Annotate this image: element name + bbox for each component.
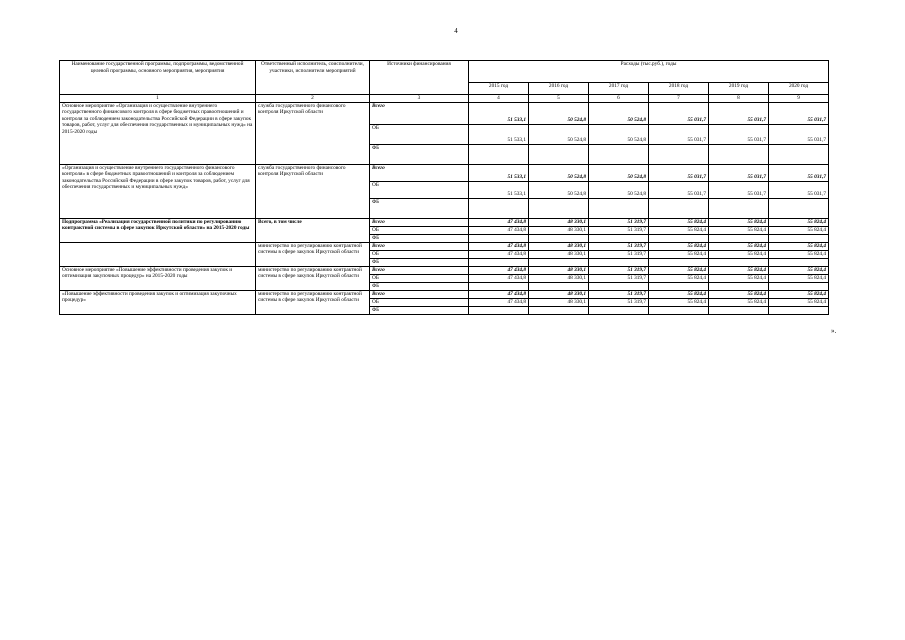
value-cell: 51 319,7 [589,242,649,250]
value-cell: 55 824,4 [769,226,829,234]
value-cell [649,198,709,218]
value-cell [649,282,709,290]
source-label: ФБ [370,282,469,290]
value-cell: 55 824,4 [649,266,709,274]
value-cell: 55 031,7 [769,164,829,181]
header-year: 2017 год [589,83,649,95]
value-cell: 55 824,4 [769,218,829,226]
value-cell: 55 824,4 [649,242,709,250]
header-year: 2020 год [769,83,829,95]
source-label: Всего [370,164,469,181]
table-row [60,164,829,181]
row-executor: служба государственного финансового контроля Иркутской области [256,164,370,218]
value-cell: 50 524,8 [529,164,589,181]
header-source: Источники финансирования [370,61,469,95]
value-cell: 47 434,8 [469,298,529,306]
row-executor: министерство по регулированию контрактной системы в сфере закупок Иркутской области [256,266,370,290]
row-executor: министерство по регулированию контрактной системы в сфере закупок Иркутской области [256,290,370,314]
value-cell [769,144,829,164]
value-cell: 55 031,7 [769,181,829,198]
header-executor: Ответственный исполнитель, соисполнители, участники, исполнители мероприятий [256,61,370,95]
value-cell [709,234,769,242]
value-cell: 47 434,8 [469,218,529,226]
value-cell: 47 434,8 [469,274,529,282]
column-number: 8 [709,95,769,103]
header-row [60,61,829,83]
value-cell: 47 434,8 [469,242,529,250]
value-cell: 55 031,7 [709,164,769,181]
value-cell [529,306,589,314]
value-cell: 55 031,7 [769,102,829,124]
value-cell: 55 824,4 [709,290,769,298]
value-cell: 48 330,1 [529,298,589,306]
value-cell: 55 824,4 [649,290,709,298]
value-cell: 50 524,8 [589,181,649,198]
value-cell: 55 031,7 [649,124,709,144]
value-cell [769,306,829,314]
value-cell: 47 434,8 [469,250,529,258]
value-cell: 48 330,1 [529,242,589,250]
value-cell: 55 031,7 [709,102,769,124]
value-cell: 51 319,7 [589,250,649,258]
value-cell [469,144,529,164]
source-label: Всего [370,218,469,226]
source-label: ОБ [370,274,469,282]
source-label: ФБ [370,306,469,314]
value-cell [469,258,529,266]
column-number: 6 [589,95,649,103]
value-cell [589,282,649,290]
value-cell: 51 319,7 [589,226,649,234]
value-cell: 55 824,4 [769,250,829,258]
header-name: Наименование государственной программы, подпрограммы, ведомственной целевой программы, основного мероприятия, мероприятия [60,61,256,95]
value-cell [529,144,589,164]
source-label: ФБ [370,234,469,242]
header-expenses: Расходы (тыс.руб.), годы [469,61,829,83]
value-cell: 55 824,4 [649,250,709,258]
value-cell: 50 524,8 [529,102,589,124]
value-cell [469,198,529,218]
value-cell [529,198,589,218]
value-cell: 48 330,1 [529,266,589,274]
value-cell: 47 434,8 [469,290,529,298]
value-cell [709,258,769,266]
value-cell: 55 031,7 [769,124,829,144]
value-cell: 51 533,1 [469,124,529,144]
column-number: 7 [649,95,709,103]
value-cell: 55 031,7 [709,124,769,144]
source-label: Всего [370,266,469,274]
row-name: Подпрограмма «Реализация государственной политики по регулированию контрактной системы в сфере закупок Иркутской области» на 2015-2020 годы [60,218,256,242]
header-year: 2019 год [709,83,769,95]
row-executor: служба государственного финансового контроля Иркутской области [256,102,370,164]
source-label: ОБ [370,250,469,258]
header-year: 2018 год [649,83,709,95]
value-cell: 55 824,4 [709,218,769,226]
source-label: ОБ [370,181,469,198]
value-cell: 48 330,1 [529,250,589,258]
value-cell [469,234,529,242]
value-cell: 51 319,7 [589,218,649,226]
value-cell: 51 319,7 [589,290,649,298]
value-cell: 55 031,7 [649,102,709,124]
value-cell [769,198,829,218]
value-cell: 50 524,8 [589,164,649,181]
value-cell: 55 824,4 [709,266,769,274]
value-cell: 51 533,1 [469,164,529,181]
value-cell: 55 824,4 [709,250,769,258]
value-cell: 55 031,7 [649,181,709,198]
value-cell: 50 524,8 [529,124,589,144]
value-cell [529,234,589,242]
value-cell: 47 434,8 [469,266,529,274]
value-cell: 55 824,4 [709,242,769,250]
closing-quote-mark: ». [831,327,837,335]
source-label: ОБ [370,124,469,144]
source-label: Всего [370,242,469,250]
row-name: «Организация и осуществление внутреннего государственного финансового контроля» в сфере бюджетных правоотношений и контроля за соблюдением законодательства Российской Федерации в сфере закупок товаров, работ, услуг для обеспечения государственных и муниципальных нужд» [60,164,256,218]
value-cell [709,144,769,164]
value-cell [589,234,649,242]
row-executor: Всего, в том числе [256,218,370,242]
source-label: ФБ [370,198,469,218]
value-cell: 47 434,8 [469,226,529,234]
budget-table [59,60,829,315]
value-cell: 51 319,7 [589,298,649,306]
column-number: 4 [469,95,529,103]
source-label: Всего [370,102,469,124]
column-number: 2 [256,95,370,103]
value-cell: 55 824,4 [709,226,769,234]
value-cell: 55 824,4 [769,266,829,274]
value-cell: 48 330,1 [529,274,589,282]
value-cell [649,144,709,164]
value-cell: 51 533,1 [469,102,529,124]
column-number: 1 [60,95,256,103]
source-label: ФБ [370,144,469,164]
source-label: Всего [370,290,469,298]
value-cell [589,306,649,314]
value-cell: 55 031,7 [649,164,709,181]
value-cell: 55 824,4 [769,298,829,306]
row-name: «Повышение эффективности проведения закупок и оптимизация закупочных процедур» [60,290,256,314]
source-label: ОБ [370,298,469,306]
value-cell: 55 824,4 [649,226,709,234]
value-cell [589,258,649,266]
column-numbers-row [60,95,829,103]
column-number: 3 [370,95,469,103]
value-cell: 55 824,4 [649,274,709,282]
source-label: ОБ [370,226,469,234]
value-cell: 51 533,1 [469,181,529,198]
value-cell: 55 824,4 [769,242,829,250]
value-cell: 50 524,8 [529,181,589,198]
column-number: 9 [769,95,829,103]
row-name [60,242,256,266]
value-cell: 51 319,7 [589,274,649,282]
source-label: ФБ [370,258,469,266]
value-cell [529,258,589,266]
header-year: 2015 год [469,83,529,95]
value-cell: 50 524,8 [589,124,649,144]
value-cell [589,198,649,218]
value-cell [649,234,709,242]
table-row [60,102,829,124]
value-cell: 55 824,4 [769,290,829,298]
value-cell [709,282,769,290]
table-row [60,290,829,298]
value-cell [649,258,709,266]
value-cell [529,282,589,290]
value-cell [589,144,649,164]
table-row [60,242,829,250]
header-year: 2016 год [529,83,589,95]
value-cell [709,306,769,314]
value-cell [769,258,829,266]
row-name: Основное мероприятие «Организация и осуществление внутреннего государственного финансового контроля в сфере бюджетных правоотношений и контроля за соблюдением законодательства Российской Федерации в сфере закупок товаров, работ, услуг для обеспечения государственных и муниципальных нужд» на 2015-2020 годы [60,102,256,164]
value-cell: 55 824,4 [769,274,829,282]
value-cell: 55 031,7 [709,181,769,198]
value-cell: 55 824,4 [649,298,709,306]
row-executor: министерство по регулированию контрактной системы в сфере закупок Иркутской области [256,242,370,266]
value-cell: 48 330,1 [529,290,589,298]
value-cell: 55 824,4 [649,218,709,226]
table-row [60,266,829,274]
page-number: 4 [454,27,458,35]
value-cell: 48 330,1 [529,226,589,234]
value-cell [469,306,529,314]
value-cell [769,282,829,290]
row-name: Основное мероприятие «Повышение эффективности проведения закупок и оптимизация закупочных процедур» на 2015-2020 годы [60,266,256,290]
value-cell [769,234,829,242]
value-cell: 55 824,4 [709,274,769,282]
table-row [60,218,829,226]
value-cell [469,282,529,290]
value-cell: 50 524,8 [589,102,649,124]
value-cell [709,198,769,218]
value-cell: 55 824,4 [709,298,769,306]
value-cell: 48 330,1 [529,218,589,226]
value-cell [649,306,709,314]
column-number: 5 [529,95,589,103]
value-cell: 51 319,7 [589,266,649,274]
